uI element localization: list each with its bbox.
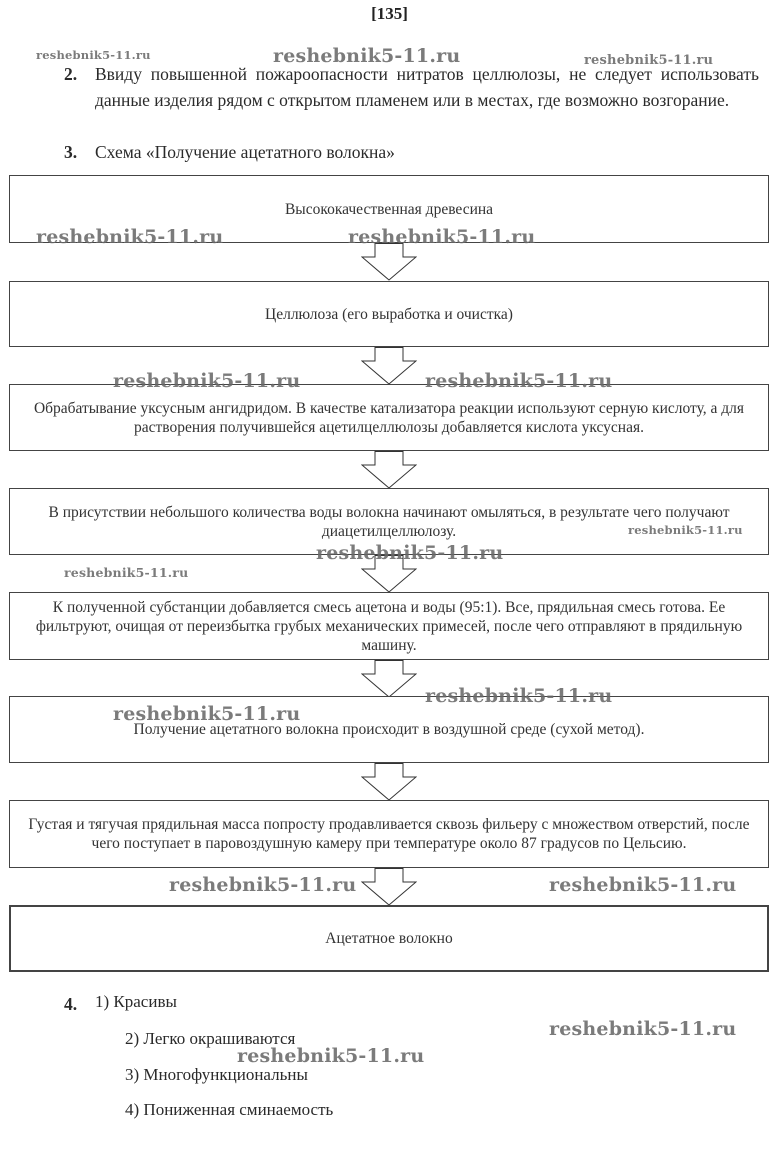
item-3-number: 3. xyxy=(64,142,78,162)
flow-arrow-3 xyxy=(361,451,417,489)
scheme-step-3: Обрабатывание уксусным ангидридом. В качестве катализатора реакции используют серную кислоту, а для растворения получившейся ацетилцеллюлозы добавляется кислота уксусная. xyxy=(9,384,769,451)
watermark: reshebnik5-11.ru xyxy=(113,370,301,392)
scheme-step-2: Целлюлоза (его выработка и очистка) xyxy=(9,281,769,347)
watermark: reshebnik5-11.ru xyxy=(113,703,301,725)
item-4-entry-3: 3) Многофункциональны xyxy=(125,1065,308,1084)
scheme-step-1: Высококачественная древесина xyxy=(9,175,769,243)
item-4-entry-1: 1) Красивы xyxy=(95,992,177,1011)
scheme-step-5: К полученной субстанции добавляется смесь ацетона и воды (95:1). Все, прядильная смесь готова. Ее фильтруют, очищая от переизбытка грубых механических примесей, после чего отправляют в прядильную машину. xyxy=(9,592,769,660)
watermark: reshebnik5-11.ru xyxy=(584,53,714,68)
flow-arrow-1 xyxy=(361,243,417,281)
watermark: reshebnik5-11.ru xyxy=(36,226,224,248)
watermark: reshebnik5-11.ru xyxy=(273,45,461,67)
flow-arrow-5 xyxy=(361,660,417,698)
watermark: reshebnik5-11.ru xyxy=(628,523,743,537)
item-2-text: Ввиду повышенной пожароопасности нитратов целлюлозы, не следует использовать данные изделия рядом с открытом пламенем или в местах, где возможно возгорание. xyxy=(95,64,759,110)
watermark: reshebnik5-11.ru xyxy=(425,685,613,707)
watermark: reshebnik5-11.ru xyxy=(348,226,536,248)
watermark: reshebnik5-11.ru xyxy=(237,1045,425,1067)
watermark: reshebnik5-11.ru xyxy=(425,370,613,392)
flow-arrow-6 xyxy=(361,763,417,801)
watermark: reshebnik5-11.ru xyxy=(36,48,151,62)
item-3-title: Схема «Получение ацетатного волокна» xyxy=(95,142,395,162)
scheme-step-7: Густая и тягучая прядильная масса попросту продавливается сквозь фильеру с множеством отверстий, после чего поступает в паровоздушную камеру при температуре около 87 градусов по Цельсию. xyxy=(9,800,769,868)
flow-arrow-2 xyxy=(361,347,417,385)
scheme-step-6: Получение ацетатного волокна происходит в воздушной среде (сухой метод). xyxy=(9,696,769,763)
scheme-step-4: В присутствии небольшого количества воды волокна начинают омыляться, в результате чего получают диацетилцеллюлозу. xyxy=(9,488,769,555)
item-4-entry-2: 2) Легко окрашиваются xyxy=(125,1029,296,1048)
watermark: reshebnik5-11.ru xyxy=(316,542,504,564)
watermark: reshebnik5-11.ru xyxy=(64,565,189,580)
page-number: [135] xyxy=(371,4,408,23)
scheme-step-8-result: Ацетатное волокно xyxy=(9,905,769,972)
item-4-entry-4: 4) Пониженная сминаемость xyxy=(125,1100,334,1119)
watermark: reshebnik5-11.ru xyxy=(549,1018,737,1040)
item-2-number: 2. xyxy=(64,64,78,84)
watermark: reshebnik5-11.ru xyxy=(169,874,357,896)
item-4-number: 4. xyxy=(64,994,78,1014)
flow-arrow-7 xyxy=(361,868,417,906)
watermark: reshebnik5-11.ru xyxy=(549,874,737,896)
